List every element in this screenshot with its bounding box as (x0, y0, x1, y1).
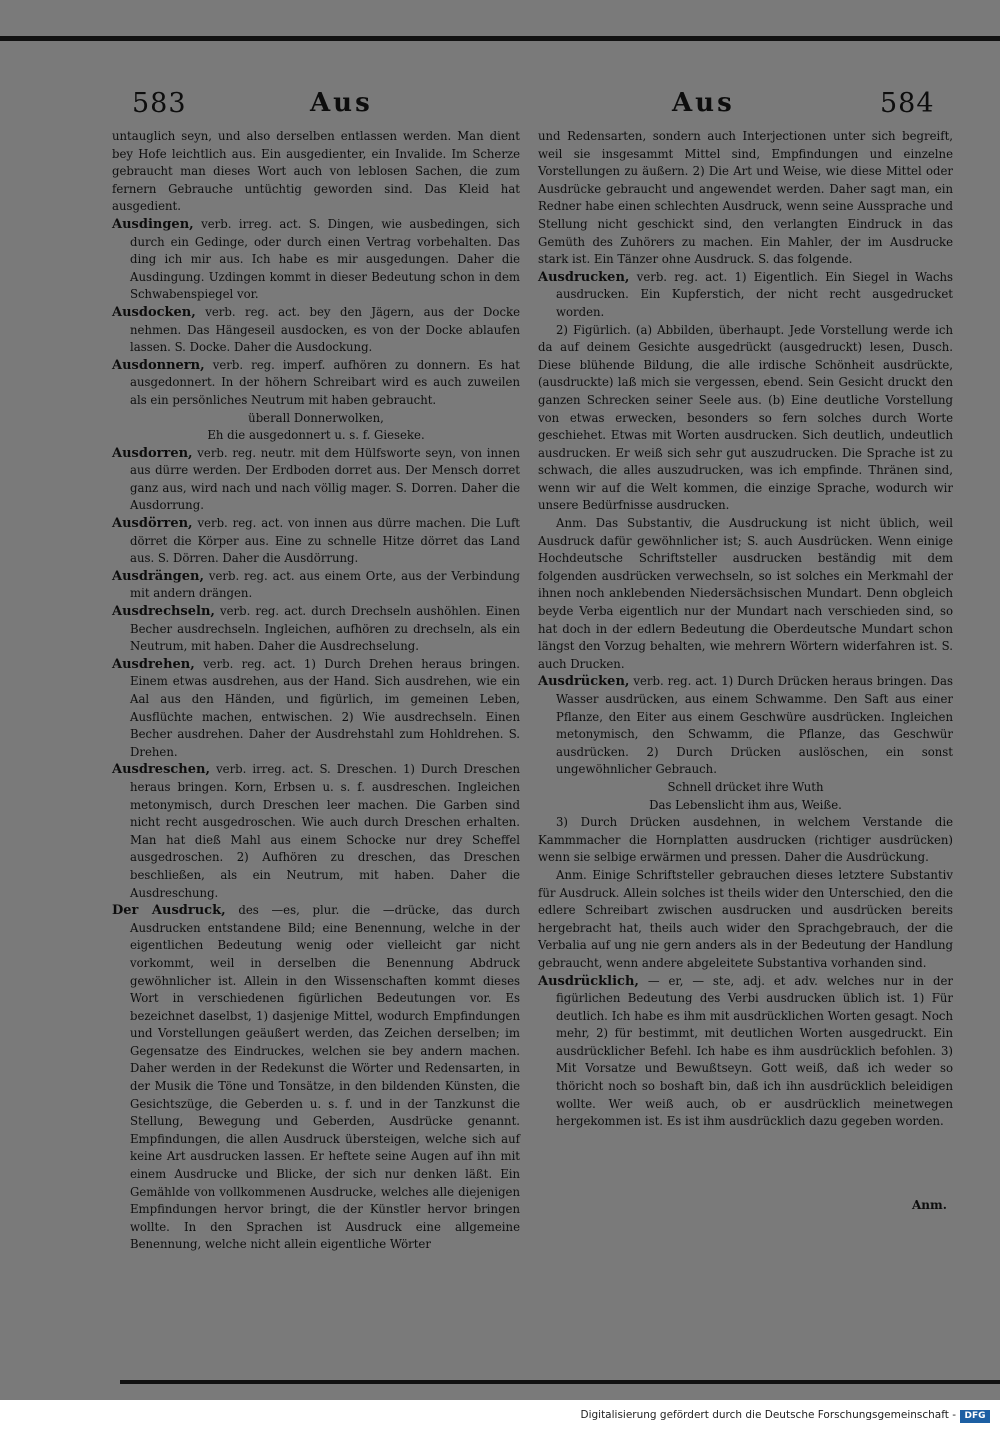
text-paragraph (538, 128, 953, 269)
dictionary-entry (538, 973, 953, 1131)
dictionary-entry (112, 304, 520, 357)
entry-text: überall Donnerwolken, (248, 410, 384, 425)
entry-headword: Ausdocken, (112, 304, 196, 320)
entry-text: Anm. Das Substantiv, die Ausdruckung ist nicht üblich, weil Ausdruck dafür gewöhnlicher ist; S. auch Ausdrücken. Wenn einige Hochdeutsche Schriftsteller ausdrucken beständig mit dem folgenden ausdrücken verwechseln, so ist solches ein Merkmahl der ihnen noch anklebenden Niedersächsischen Mundart. Denn obgleich beyde Verba eigentlich nur der Mundart nach verschieden sind, so hat doch in der edlern Bedeutung die Oberdeutsche Mundart schon längst den Vorzug behalten, wie mehrern Wörtern widerfahren ist. S. auch Drucken. (538, 516, 953, 671)
entry-headword: Ausdorren, (112, 445, 193, 461)
entry-text: Eh die ausgedonnert u. s. f. Gieseke. (207, 428, 425, 443)
entry-headword: Ausdreschen, (112, 762, 211, 778)
dfg-logo-icon: DFG (960, 1410, 990, 1423)
entry-text: Das Lebenslicht ihm aus, Weiße. (649, 797, 842, 812)
entry-text: verb. irreg. act. S. Dreschen. 1) Durch Dreschen heraus bringen. Korn, Erbsen u. s. f. ausdreschen. Ingleichen metonymisch, durch Dreschen leer machen. Die Garben sind nicht recht ausgedroschen. Wie auch durch Dreschen erhalten. Man hat dieß Mahl aus einem Schocke nur drey Scheffel ausgedroschen. 2) Aufhören zu dreschen, das Dreschen beschließen, als ein Neutrum, mit haben. Daher die Ausdreschung. (130, 762, 520, 900)
footer-bar (0, 1400, 1000, 1432)
page-number-right: 584 (880, 88, 935, 119)
entry-headword: Ausdrängen, (112, 568, 205, 584)
entry-headword: Ausdrechseln, (112, 604, 215, 620)
dictionary-entry (112, 902, 520, 1254)
dictionary-entry (112, 515, 520, 568)
entry-text: verb. reg. act. bey den Jägern, aus der Docke nehmen. Das Hängeseil ausdocken, es von der Docke ablaufen lassen. S. Docke. Daher die Ausdockung. (130, 304, 520, 355)
text-paragraph (538, 814, 953, 867)
dictionary-entry (538, 269, 953, 322)
entry-text: verb. reg. act. aus einem Orte, aus der Verbindung mit andern drängen. (130, 568, 520, 601)
entry-text: verb. reg. neutr. mit dem Hülfsworte seyn, von innen aus dürre werden. Der Erdboden dorret aus. Der Mensch dorret ganz aus, wird nach und nach völlig mager. S. Dorren. Daher die Ausdorrung. (130, 445, 520, 513)
top-rule (0, 36, 1000, 41)
entry-headword: Ausdrücken, (538, 674, 630, 690)
entry-text: verb. reg. act. 1) Durch Drücken heraus bringen. Das Wasser ausdrücken, aus einem Schwamme. Den Saft aus einer Pflanze, den Eiter aus einem Geschwüre ausdrücken. Ingleichen metonymisch, den Schwamm, die Pflanze, das Geschwür ausdrücken. 2) Durch Drücken auslöschen, ein sonst ungewöhnlicher Gebrauch. (556, 674, 953, 777)
dictionary-entry (112, 603, 520, 656)
entry-text: Anm. Einige Schriftsteller gebrauchen dieses letztere Substantiv für Ausdruck. Allein solches ist theils wider den Unterschied, den die edlere Schreibart zwischen ausdrucken und ausdrücken bereits hergebracht hat, theils auch wider den Sprachgebrauch, der die Verbalia auf ung nie gern anders als in der Bedeutung der Handlung gebraucht, wenn andere abgeleitete Substantiva vorhanden sind. (538, 867, 953, 970)
entry-headword: Ausdonnern, (112, 357, 205, 373)
entry-text: verb. reg. act. 1) Eigentlich. Ein Siegel in Wachs ausdrucken. Ein Kupferstich, der nicht recht ausgedrucket worden. (556, 269, 953, 319)
dictionary-entry (112, 761, 520, 902)
text-paragraph (112, 427, 520, 445)
dictionary-entry (538, 673, 953, 779)
entry-headword: Ausdrücklich, (538, 973, 639, 989)
text-paragraph (538, 515, 953, 673)
dictionary-entry (112, 216, 520, 304)
entry-text: und Redensarten, sondern auch Interjectionen unter sich begreift, weil sie insgesammt Mittel sind, Empfindungen und einzelne Vorstellungen zu äußern. 2) Die Art und Weise, wie diese Mittel oder Ausdrücke gebraucht und angewendet werden. Daher sagt man, ein Redner habe einen schlechten Ausdruck, wenn seine Aussprache und Stellung nicht geschickt sind, den verlangten Eindruck in das Gemüth des Zuhörers zu machen. Ein Mahler, der im Ausdrucke stark ist. Ein Tänzer ohne Ausdruck. S. das folgende. (538, 129, 953, 267)
entry-headword: Ausdingen, (112, 216, 194, 232)
entry-text: verb. reg. act. durch Drechseln aushöhlen. Einen Becher ausdrechseln. Ingleichen, aufhören zu drechseln, als ein Neutrum, mit haben. Daher die Ausdrechselung. (130, 604, 520, 654)
catchword: Anm. (912, 1198, 947, 1212)
left-column (112, 128, 520, 1254)
text-paragraph (112, 128, 520, 216)
entry-text: — er, — ste, adj. et adv. welches nur in der figürlichen Bedeutung des Verbi ausdrucken üblich ist. 1) Für deutlich. Ich habe es ihm mit ausdrücklichen Worten gesagt. Noch mehr, 2) für bestimmt, mit deutlichen Worten ausgedruckt. Ein ausdrücklicher Befehl. Ich habe es ihm ausdrücklich befohlen. 3) Mit Vorsatze und Bewußtseyn. Gott weiß, daß ich weder so thöricht noch so boshaft bin, daß ich ihn ausdrücklich beleidigen wollte. Wer weiß auch, ob er ausdrücklich meinetwegen hergekommen ist. Es ist ihm ausdrücklich dazu gegeben worden. (556, 973, 953, 1129)
text-paragraph (538, 867, 953, 973)
dictionary-entry (112, 568, 520, 603)
footer-credit: Digitalisierung gefördert durch die Deutsche Forschungsgemeinschaft - (580, 1409, 956, 1421)
entry-text: untauglich seyn, und also derselben entlassen werden. Man dient bey Hofe leichtlich aus. Ein ausgedienter, ein Invalide. Im Scherze gebraucht man dieses Wort auch von leblosen Sachen, die zum fernern Gebrauche untüchtig geworden sind. Das Kleid hat ausgedient. (112, 129, 520, 214)
entry-text: verb. reg. imperf. aufhören zu donnern. Es hat ausgedonnert. In der höhern Schreibart wird es auch zuweilen als ein persönliches Neutrum mit haben gebraucht. (130, 357, 520, 407)
entry-headword: Ausdörren, (112, 516, 193, 532)
entry-text: des —es, plur. die —drücke, das durch Ausdrucken entstandene Bild; eine Benennung, welche in der eigentlichen Bedeutung wenig oder vielleicht gar nicht vorkommt, weil in derselben die Benennung Abdruck gewöhnlicher ist. Allein in den Wissenschaften kommt dieses Wort in verschiedenen figürlichen Bedeutungen vor. Es bezeichnet daselbst, 1) dasjenige Mittel, wodurch Empfindungen und Vorstellungen geäußert werden, das Zeichen derselben; im Gegensatze des Eindruckes, welchen sie bey andern machen. Daher werden in der Redekunst die Wörter und Redensarten, in der Musik die Töne und Tonsätze, in den bildenden Künsten, die Gesichtszüge, die Geberden u. s. f. und in der Tanzkunst die Stellung, Bewegung und Geberden, Ausdrücke genannt. Empfindungen, die allen Ausdruck übersteigen, welche sich auf keine Art ausdrucken lassen. Er heftete seine Augen auf ihn mit einem Ausdrucke und Blicke, der sich nur denken läßt. Ein Gemählde von vollkommenen Ausdrucke, welches alle diejenigen Empfindungen hervor bringt, die der Künstler hervor bringen wollte. In den Sprachen ist Ausdruck eine allgemeine Benennung, welche nicht allein eigentliche Wörter (130, 903, 521, 1252)
entry-text: 3) Durch Drücken ausdehnen, in welchem Verstande die Kammmacher die Hornplatten ausdrucken (richtiger ausdrücken) wenn sie selbige erwärmen und pressen. Daher die Ausdrückung. (538, 815, 953, 865)
dictionary-entry (112, 445, 520, 515)
entry-headword: Ausdrehen, (112, 656, 195, 672)
entry-text: verb. irreg. act. S. Dingen, wie ausbedingen, sich durch ein Gedinge, oder durch einen Vertrag vorbehalten. Das ding ich mir aus. Ich habe es mir ausgedungen. Daher die Ausdingung. Uzdingen kommt in dieser Bedeutung schon in dem Schwabenspiegel vor. (130, 216, 520, 302)
text-paragraph (538, 779, 953, 797)
running-head-right: Aus (672, 88, 735, 118)
right-column (538, 128, 953, 1131)
entry-headword: Der Ausdruck, (112, 903, 226, 919)
text-paragraph (538, 322, 953, 516)
running-head-left: Aus (310, 88, 373, 118)
page-number-left: 583 (132, 88, 187, 119)
entry-headword: Ausdrucken, (538, 269, 630, 285)
dictionary-entry (112, 357, 520, 410)
text-paragraph (538, 797, 953, 815)
entry-text: 2) Figürlich. (a) Abbilden, überhaupt. Jede Vorstellung werde ich da auf deinem Gesichte ausgedrückt (ausgedruckt) lesen, Dusch. Diese blühende Bildung, die alle irdische Schönheit ausdrückte, (ausdruckte) laß mich sie vergessen, ebend. Sein Gesicht druckt den ganzen Schrecken seiner Seele aus. (b) Eine deutliche Vorstellung von etwas erwecken, besonders so fern solches durch Worte geschiehet. Etwas mit Worten ausdrucken. Sich deutlich, undeutlich ausdrucken. Er weiß sich sehr gut auszudrucken. Die Sprache ist zu schwach, die alles auszudrucken, was ich empfinde. Thränen sind, wenn wir auf die Welt kommen, die einzige Sprache, wodurch wir unsere Bedürfnisse ausdrucken. (538, 322, 953, 513)
text-paragraph (112, 410, 520, 428)
entry-text: verb. reg. act. 1) Durch Drehen heraus bringen. Einem etwas ausdrehen, aus der Hand. Sich ausdrehen, wie ein Aal aus den Händen, und figürlich, im gemeinen Leben, Ausflüchte machen, entwischen. 2) Wie ausdrechseln. Einen Becher ausdrehen. Daher der Ausdrehstahl zum Hohldrehen. S. Drehen. (130, 656, 520, 759)
dictionary-entry (112, 656, 520, 762)
entry-text: Schnell drücket ihre Wuth (667, 779, 824, 794)
bottom-rule (120, 1380, 1000, 1384)
entry-text: verb. reg. act. von innen aus dürre machen. Die Luft dörret die Körper aus. Eine zu schnelle Hitze dörret das Land aus. S. Dörren. Daher die Ausdörrung. (130, 516, 520, 566)
